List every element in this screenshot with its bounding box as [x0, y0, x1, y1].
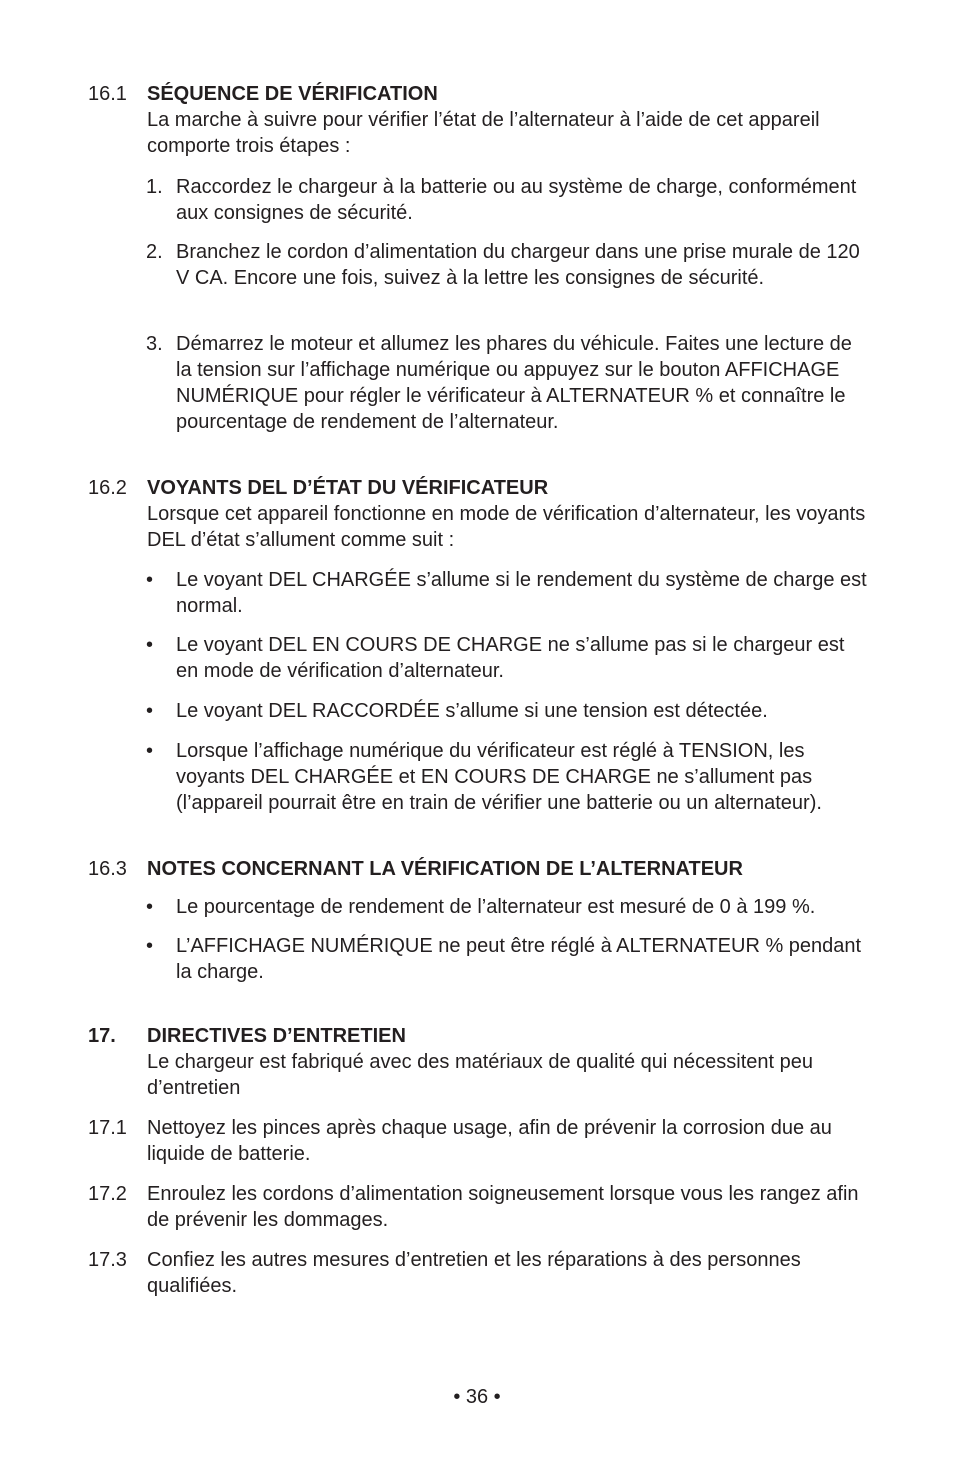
bullet: • [146, 935, 154, 957]
bullet: • [146, 700, 154, 722]
section-heading: SÉQUENCE DE VÉRIFICATION [147, 83, 438, 105]
list-item-text: Lorsque l’affichage numérique du vérificateur est réglé à TENSION, les voyants DEL CHARGÉE et EN COURS DE CHARGE ne s’allument pas (l’appareil pourrait être en train de vérifier une batterie ou un alternateur). [176, 740, 822, 814]
section-16-1 [88, 81, 878, 159]
list-item [146, 239, 870, 291]
list-item [146, 174, 870, 226]
list-item-text: Le voyant DEL RACCORDÉE s’allume si une tension est détectée. [176, 700, 768, 722]
bullet: • [146, 569, 154, 591]
list-item [146, 738, 870, 816]
section-17-2 [88, 1181, 878, 1233]
page-number: • 36 • [453, 1386, 501, 1408]
section-heading: VOYANTS DEL D’ÉTAT DU VÉRIFICATEUR [147, 477, 549, 499]
list-number: 2. [146, 241, 163, 263]
section-16-3 [88, 856, 878, 882]
section-intro: Lorsque cet appareil fonctionne en mode de vérification d’alternateur, les voyants DEL d’état s’allument comme suit : [147, 503, 866, 551]
list-item [146, 567, 870, 619]
list-item-text: L’AFFICHAGE NUMÉRIQUE ne peut être réglé à ALTERNATEUR % pendant la charge. [176, 935, 862, 983]
list-item-text: Branchez le cordon d’alimentation du chargeur dans une prise murale de 120 V CA. Encore une fois, suivez à la lettre les consignes de sécurité. [176, 241, 860, 289]
section-heading: NOTES CONCERNANT LA VÉRIFICATION DE L’ALTERNATEUR [147, 858, 743, 880]
list-item [146, 331, 870, 435]
list-item-text: Le voyant DEL EN COURS DE CHARGE ne s’allume pas si le chargeur est en mode de vérification d’alternateur. [176, 634, 845, 682]
list-item [146, 632, 870, 684]
section-text: Confiez les autres mesures d’entretien et les réparations à des personnes qualifiées. [147, 1249, 801, 1297]
list-item-text: Le voyant DEL CHARGÉE s’allume si le rendement du système de charge est normal. [176, 569, 867, 617]
bullet: • [146, 896, 154, 918]
list-item [146, 933, 870, 985]
section-16-2 [88, 475, 878, 553]
section-number: 16.1 [88, 83, 127, 105]
list-number: 1. [146, 176, 163, 198]
section-17-1 [88, 1115, 878, 1167]
section-17-3 [88, 1247, 878, 1299]
list-item [146, 698, 870, 724]
section-number: 17. [88, 1025, 116, 1047]
section-number: 17.3 [88, 1249, 127, 1271]
section-number: 17.1 [88, 1117, 127, 1139]
section-17 [88, 1023, 878, 1101]
bullet: • [146, 740, 154, 762]
section-heading: DIRECTIVES D’ENTRETIEN [147, 1025, 406, 1047]
list-item-text: Raccordez le chargeur à la batterie ou au système de charge, conformément aux consignes de sécurité. [176, 176, 857, 224]
list-number: 3. [146, 333, 163, 355]
section-text: Enroulez les cordons d’alimentation soigneusement lorsque vous les rangez afin de prévenir les dommages. [147, 1183, 859, 1231]
section-intro: La marche à suivre pour vérifier l’état de l’alternateur à l’aide de cet appareil comporte trois étapes : [147, 109, 820, 157]
bullet: • [146, 634, 154, 656]
section-number: 17.2 [88, 1183, 127, 1205]
list-item-text: Démarrez le moteur et allumez les phares du véhicule. Faites une lecture de la tension sur l’affichage numérique ou appuyez sur le bouton AFFICHAGE NUMÉRIQUE pour régler le vérificateur à ALTERNATEUR % et connaître le pourcentage de rendement de l’alternateur. [176, 333, 852, 433]
list-item [146, 894, 870, 920]
list-item-text: Le pourcentage de rendement de l’alternateur est mesuré de 0 à 199 %. [176, 896, 816, 918]
section-number: 16.3 [88, 858, 127, 880]
section-intro: Le chargeur est fabriqué avec des matériaux de qualité qui nécessitent peu d’entretien [147, 1051, 813, 1099]
section-number: 16.2 [88, 477, 127, 499]
section-text: Nettoyez les pinces après chaque usage, afin de prévenir la corrosion due au liquide de batterie. [147, 1117, 832, 1165]
